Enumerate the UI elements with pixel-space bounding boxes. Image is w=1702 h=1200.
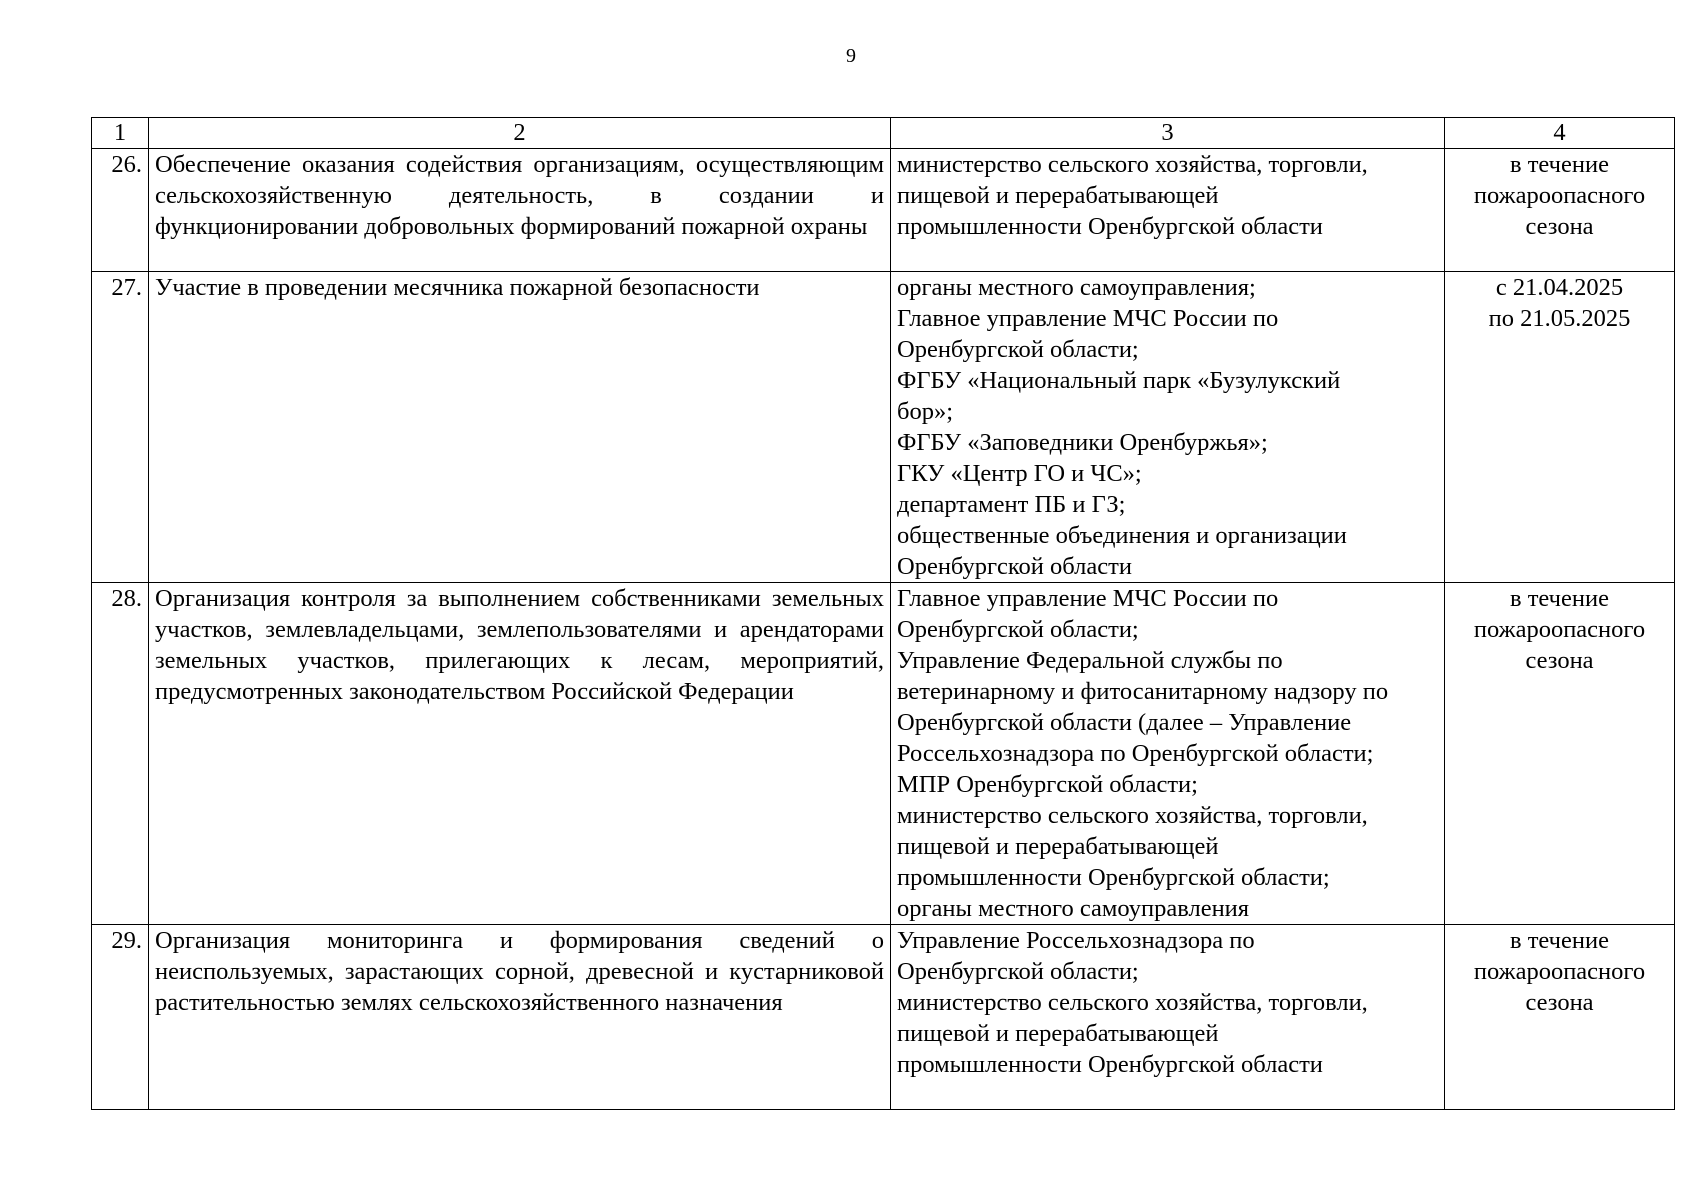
column-header-1: 1	[92, 118, 149, 149]
executor-line: министерство сельского хозяйства, торговли,	[897, 802, 1368, 829]
executor-line: ветеринарному и фитосанитарному надзору по	[897, 678, 1389, 705]
term-line: сезона	[1525, 647, 1594, 674]
executor-line: департамент ПБ и ГЗ;	[897, 491, 1126, 518]
table-row	[92, 925, 1675, 1110]
executor-line: Управление Федеральной службы по	[897, 647, 1283, 674]
term-cell	[1445, 272, 1675, 583]
term-line: в течение	[1510, 585, 1609, 612]
executor-line: Оренбургской области;	[897, 958, 1139, 985]
task-description: Обеспечение оказания содействия организациям, осуществляющим сельскохозяйственную деятельность, в создании и функционировании добровольных формирований пожарной охраны	[149, 149, 891, 272]
executors-cell	[891, 149, 1445, 272]
row-number: 28.	[92, 583, 149, 925]
executor-line: Управление Россельхознадзора по	[897, 927, 1255, 954]
executor-line: ФГБУ «Заповедники Оренбуржья»;	[897, 429, 1268, 456]
page-number: 9	[846, 45, 856, 67]
executor-line: МПР Оренбургской области;	[897, 771, 1198, 798]
executor-line: органы местного самоуправления;	[897, 274, 1256, 301]
executor-line: бор»;	[897, 398, 954, 425]
row-number: 29.	[92, 925, 149, 1110]
executor-line: Россельхознадзора по Оренбургской области;	[897, 740, 1374, 767]
executor-line: Оренбургской области;	[897, 336, 1139, 363]
term-line: сезона	[1525, 213, 1594, 240]
executor-line: пищевой и перерабатывающей	[897, 1020, 1219, 1047]
executor-line: Главное управление МЧС России по	[897, 305, 1279, 332]
row-number: 27.	[92, 272, 149, 583]
executor-line: общественные объединения и организации	[897, 522, 1347, 549]
term-line: по 21.05.2025	[1488, 305, 1631, 332]
task-description: Организация контроля за выполнением собственниками земельных участков, землевладельцами, землепользователями и арендаторами земельных участков, прилегающих к лесам, мероприятий, предусмотренных законодательством Российской Федерации	[149, 583, 891, 925]
term-cell	[1445, 925, 1675, 1110]
table-row	[92, 583, 1675, 925]
executor-line: пищевой и перерабатывающей	[897, 833, 1219, 860]
executor-line: министерство сельского хозяйства, торговли,	[897, 989, 1368, 1016]
table-header-row	[92, 118, 1675, 149]
executor-line: Главное управление МЧС России по	[897, 585, 1279, 612]
executors-cell	[891, 272, 1445, 583]
term-line: с 21.04.2025	[1495, 274, 1624, 301]
executor-line: ГКУ «Центр ГО и ЧС»;	[897, 460, 1142, 487]
term-line: в течение	[1510, 151, 1609, 178]
executors-cell	[891, 583, 1445, 925]
task-description: Участие в проведении месячника пожарной безопасности	[149, 272, 891, 583]
executor-line: пищевой и перерабатывающей	[897, 182, 1219, 209]
executors-cell	[891, 925, 1445, 1110]
term-line: сезона	[1525, 989, 1594, 1016]
executor-line: министерство сельского хозяйства, торговли,	[897, 151, 1368, 178]
term-line: пожароопасного	[1473, 958, 1646, 985]
executor-line: ФГБУ «Национальный парк «Бузулукский	[897, 367, 1341, 394]
executor-line: органы местного самоуправления	[897, 895, 1250, 922]
term-line: пожароопасного	[1473, 182, 1646, 209]
executor-line: Оренбургской области;	[897, 616, 1139, 643]
table-row	[92, 272, 1675, 583]
column-header-3: 3	[891, 118, 1445, 149]
task-description: Организация мониторинга и формирования сведений о неиспользуемых, зарастающих сорной, древесной и кустарниковой растительностью землях сельскохозяйственного назначения	[149, 925, 891, 1110]
term-line: пожароопасного	[1473, 616, 1646, 643]
executor-line: Оренбургской области	[897, 553, 1132, 580]
term-cell	[1445, 149, 1675, 272]
term-line: в течение	[1510, 927, 1609, 954]
executor-line: промышленности Оренбургской области	[897, 213, 1323, 240]
executor-line: промышленности Оренбургской области	[897, 1051, 1323, 1078]
row-number: 26.	[92, 149, 149, 272]
column-header-2: 2	[149, 118, 891, 149]
executor-line: Оренбургской области (далее – Управление	[897, 709, 1352, 736]
term-cell	[1445, 583, 1675, 925]
measures-table	[91, 117, 1675, 1110]
table-row	[92, 149, 1675, 272]
executor-line: промышленности Оренбургской области;	[897, 864, 1330, 891]
column-header-4: 4	[1445, 118, 1675, 149]
